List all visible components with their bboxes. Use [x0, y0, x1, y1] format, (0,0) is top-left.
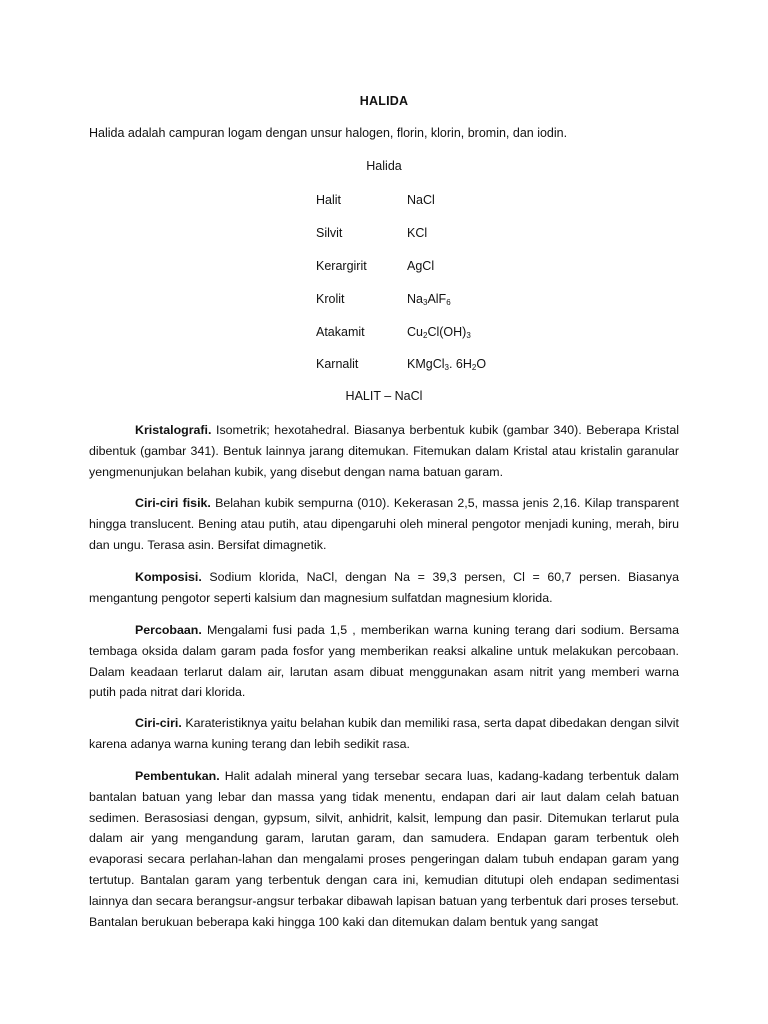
paragraph-komposisi	[89, 567, 679, 609]
mineral-table-title: Halida	[366, 159, 402, 173]
paragraph-label: Percobaan.	[135, 623, 202, 637]
section-title-halit: HALIT – NaCl	[345, 389, 423, 403]
mineral-row-karnalit	[316, 357, 616, 375]
mineral-formula: AgCl	[407, 259, 435, 273]
paragraph-label: Kristalografi.	[135, 423, 212, 437]
mineral-name: Karnalit	[316, 357, 359, 371]
mineral-name: Silvit	[316, 226, 343, 240]
paragraph-text: Karateristiknya yaitu belahan kubik dan memiliki rasa, serta dapat dibedakan dengan silvit karena adanya warna kuning terang dan lebih sedikit rasa.	[89, 716, 679, 751]
mineral-formula: KCl	[407, 226, 428, 240]
paragraph-pembentukan	[89, 766, 679, 932]
paragraph-label: Pembentukan.	[135, 769, 220, 783]
paragraph-percobaan	[89, 620, 679, 703]
mineral-formula: $Na_3AlF_6$	[407, 292, 451, 307]
paragraph-text: Mengalami fusi pada 1,5 , memberikan warna kuning terang dari sodium. Bersama tembaga oksida dalam garam pada fosfor yang memberikan reaksi alkaline untuk melakukan percobaan. Dalam keadaan terlarut dalam air, larutan asam dibuat menggunakan asam nitrit yang memberi warna putih pada nitrat dari klorida.	[89, 623, 679, 700]
mineral-row-atakamit	[316, 325, 616, 343]
mineral-name: Halit	[316, 193, 342, 207]
paragraph-label: Ciri-ciri fisik.	[135, 496, 211, 510]
paragraph-label: Ciri-ciri.	[135, 716, 182, 730]
paragraph-text: Belahan kubik sempurna (010). Kekerasan 2,5, massa jenis 2,16. Kilap transparent hingga translucent. Bening atau putih, atau dipengaruhi oleh mineral pengotor menjadi kuning, merah, biru dan ungu. Terasa asin. Bersifat dimagnetik.	[89, 496, 679, 552]
mineral-name: Atakamit	[316, 325, 365, 339]
paragraph-text: Isometrik; hexotahedral. Biasanya berbentuk kubik (gambar 340). Beberapa Kristal dibentuk (gambar 341). Bentuk lainnya jarang ditemukan. Fitemukan dalam Kristal atau kristalin garanular yengmenunjukan belahan kubik, yang disebut dengan nama batuan garam.	[89, 423, 679, 479]
mineral-name: Kerargirit	[316, 259, 367, 273]
intro-text: Halida adalah campuran logam dengan unsur halogen, florin, klorin, bromin, dan iodin.	[89, 126, 568, 140]
mineral-name: Krolit	[316, 292, 345, 306]
mineral-formula: $Cu_2Cl(OH)_3$	[407, 325, 471, 340]
paragraph-text: Sodium klorida, NaCl, dengan Na = 39,3 persen, Cl = 60,7 persen. Biasanya mengantung pengotor seperti kalsium dan magnesium sulfatdan magnesium klorida.	[89, 570, 679, 605]
mineral-row-krolit	[316, 292, 616, 310]
mineral-formula: KMgCl$_3$. $6H_2O$	[407, 357, 487, 372]
mineral-row-kerargirit	[316, 259, 616, 277]
document-title: HALIDA	[359, 94, 409, 108]
mineral-row-silvit	[316, 226, 616, 244]
mineral-row-halit	[316, 193, 616, 211]
paragraph-ciri-ciri	[89, 713, 679, 755]
paragraph-text: Halit adalah mineral yang tersebar secara luas, kadang-kadang terbentuk dalam bantalan batuan yang lebar dan massa yang tidak menentu, endapan dari air laut dalam celah batuan sedimen. Berasosiasi dengan, gypsum, silvit, anhidrit, kalsit, lempung dan pasir. Ditemukan terlarut pula dalam air yang mengandung garam, larutan garam, dan samudera. Endapan garam terbentuk oleh evaporasi secara perlahan-lahan dan mengalami proses pengeringan dalam tubuh endapan garam yang tertutup. Bantalan garam yang terbentuk dengan cara ini, kemudian ditutupi oleh endapan sedimentasi lainnya dan secara berangsur-angsur terbakar dibawah lapisan batuan yang terbentuk dari proses tersebut. Bantalan berukuan beberapa kaki hingga 100 kaki dan ditemukan dalam bentuk yang sangat	[89, 769, 679, 929]
mineral-formula: NaCl	[407, 193, 435, 207]
paragraph-label: Komposisi.	[135, 570, 202, 584]
paragraph-kristalografi	[89, 420, 679, 482]
paragraph-ciri-fisik	[89, 493, 679, 555]
